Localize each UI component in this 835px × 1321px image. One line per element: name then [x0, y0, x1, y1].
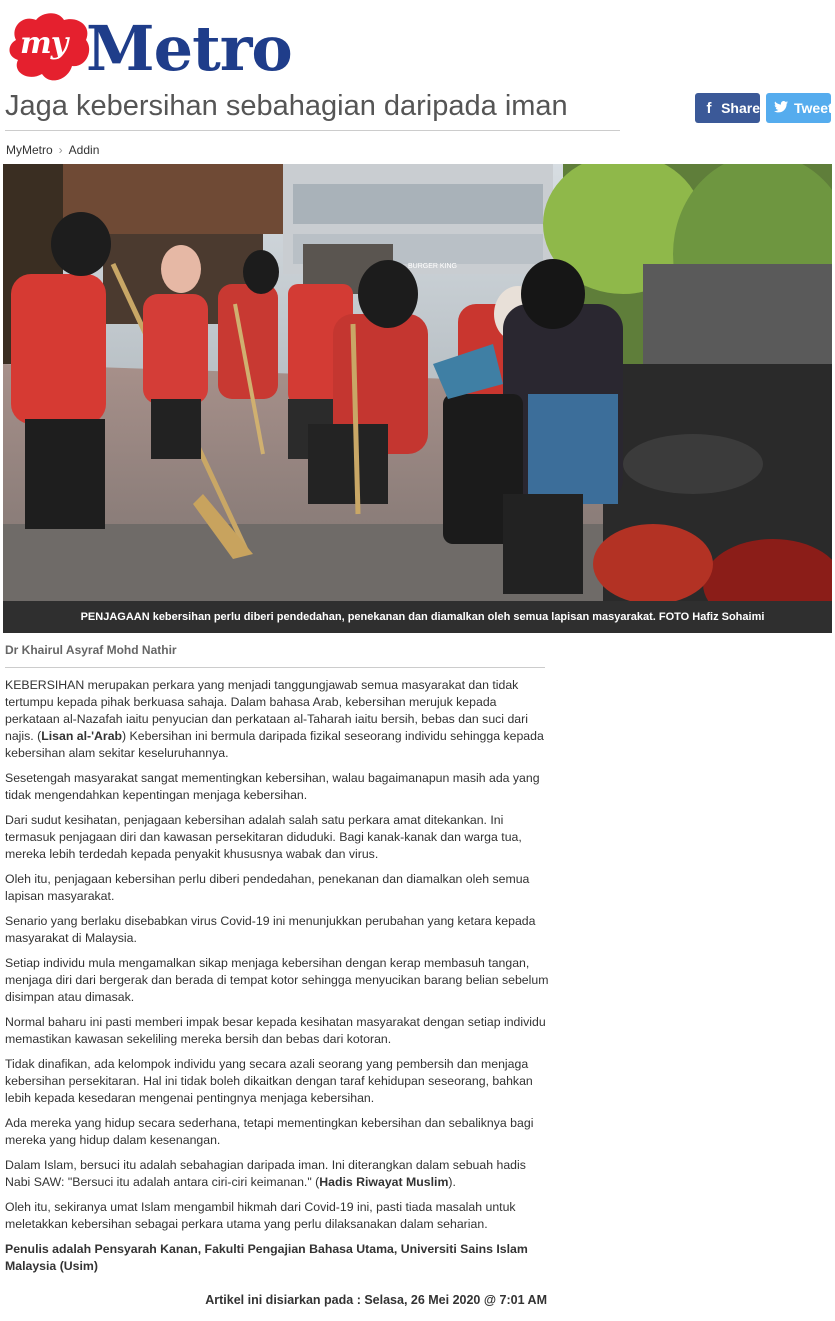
paragraph: Senario yang berlaku disebabkan virus Covid-19 ini menunjukkan perubahan yang ketara kepada masyarakat di Malaysia. [5, 914, 536, 945]
facebook-share-label: Share [721, 100, 760, 116]
breadcrumb [6, 143, 99, 157]
facebook-share-button[interactable] [695, 93, 760, 123]
article-body [5, 677, 550, 1283]
paragraph: Setiap individu mula mengamalkan sikap menjaga kebersihan dengan kerap membasuh tangan, menjaga diri dari bergerak dan berada di tempat kotor sehingga menyucikan barang belian sebelum disimpan atau dimasak. [5, 956, 549, 1004]
paragraph: Dalam Islam, bersuci itu adalah sebahagian daripada iman. Ini diterangkan dalam sebuah hadis Nabi SAW: "Bersuci itu adalah antara ciri-ciri keimanan." (Hadis Riwayat Muslim). [5, 1158, 526, 1189]
paragraph: Tidak dinafikan, ada kelompok individu yang secara azali seorang yang pembersih dan menjaga kebersihan persekitaran. Hal ini tidak boleh dikaitkan dengan taraf kehidupan seseorang, bahkan lebih kepada kesedaran mengenai pentingnya menjaga kebersihan. [5, 1057, 533, 1105]
facebook-icon: f [706, 99, 712, 117]
breadcrumb-home-link[interactable]: MyMetro [6, 143, 53, 157]
breadcrumb-section-link[interactable]: Addin [68, 143, 100, 157]
paragraph: Normal baharu ini pasti memberi impak besar kepada kesihatan masyarakat dengan setiap individu memastikan kawasan sekeliling mereka bersih dan bebas dari kotoran. [5, 1015, 546, 1046]
twitter-share-label: Tweet [794, 100, 833, 116]
article-title: Jaga kebersihan sebahagian daripada iman [5, 90, 568, 122]
published-date: Artikel ini disiarkan pada : Selasa, 26 Mei 2020 @ 7:01 AM [205, 1293, 547, 1307]
paragraph: Oleh itu, sekiranya umat Islam mengambil hikmah dari Covid-19 ini, pasti tiada masalah untuk meletakkan kebersihan sebagai perkara utama yang perlu dilaksanakan dalam seharian. [5, 1200, 516, 1231]
title-divider [5, 130, 620, 131]
twitter-icon [774, 100, 788, 117]
paragraph: Dari sudut kesihatan, penjagaan kebersihan adalah salah satu perkara amat ditekankan. Ini termasuk penjagaan diri dan kawasan persekitaran diduduki. Bagi kanak-kanak dan warga tua, mereka lebih terdedah kepada penyakit khususnya wabak dan virus. [5, 813, 522, 861]
twitter-share-button[interactable] [766, 93, 831, 123]
logo-metro-text: Metro [86, 12, 292, 85]
article-photo [3, 164, 832, 633]
author-bio: Penulis adalah Pensyarah Kanan, Fakulti Pengajian Bahasa Utama, Universiti Sains Islam Malaysia (Usim) [5, 1242, 528, 1273]
photo-illustration [3, 164, 832, 601]
chevron-right-icon: › [58, 143, 63, 157]
paragraph: Sesetengah masyarakat sangat mementingkan kebersihan, walau bagaimanapun masih ada yang tidak mengendahkan kepentingan menjaga kebersihan. [5, 771, 540, 802]
photo-sign-text: BURGER KING [408, 263, 458, 270]
author-divider [5, 667, 545, 668]
logo-my-text: my [20, 26, 68, 61]
site-logo[interactable] [6, 8, 306, 90]
author-name[interactable]: Dr Khairul Asyraf Mohd Nathir [5, 643, 177, 657]
paragraph: Oleh itu, penjagaan kebersihan perlu diberi pendedahan, penekanan dan diamalkan oleh semua lapisan masyarakat. [5, 872, 530, 903]
photo-caption: PENJAGAAN kebersihan perlu diberi pendedahan, penekanan dan diamalkan oleh semua lapisan masyarakat. FOTO Hafiz Sohaimi [3, 601, 832, 633]
paragraph: Ada mereka yang hidup secara sederhana, tetapi mementingkan kebersihan dan sebaliknya bagi mereka yang hidup dalam kesenangan. [5, 1116, 534, 1147]
paragraph: KEBERSIHAN merupakan perkara yang menjadi tanggungjawab semua masyarakat dan tidak tertumpu kepada pihak berkuasa sahaja. Dalam bahasa Arab, kebersihan merujuk kepada perkataan al-Nazafah iaitu penyucian dan perkataan al-Taharah iaitu bersih, bebas dan suci dari najis. (Lisan al-'Arab) Kebersihan ini bermula daripada fizikal seseorang individu sehingga kepada kebersihan alam sekitar keseluruhannya. [5, 678, 544, 760]
